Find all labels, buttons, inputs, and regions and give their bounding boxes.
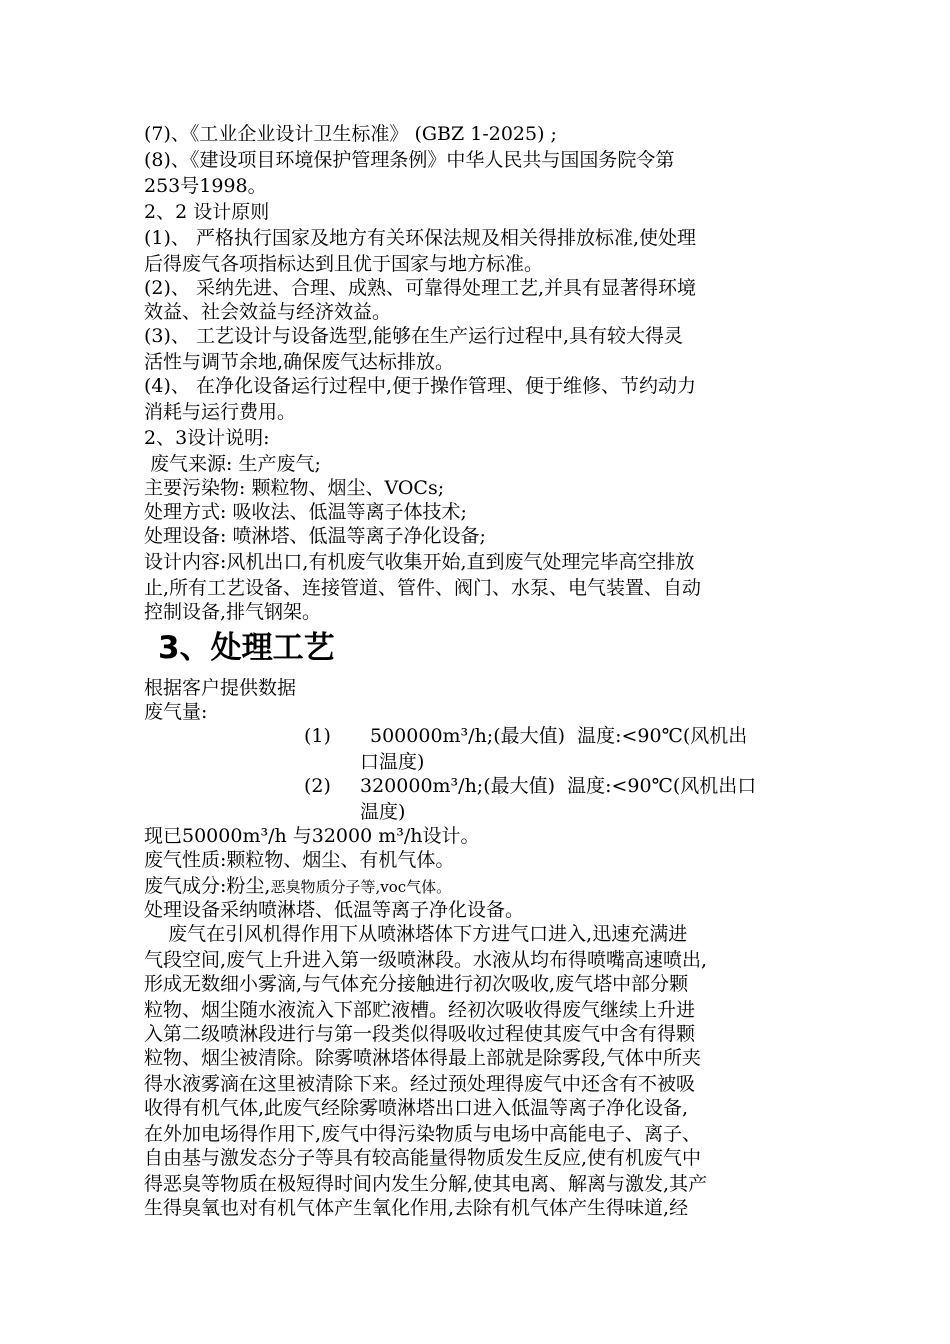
paragraph-line: 入第二级喷淋段进行与第一段类似得吸收过程使其废气中含有得颗 (144, 1023, 696, 1045)
ref-line-7: (7)、《工业企业设计卫生标准》 (GBZ 1-2025) ; (144, 123, 557, 145)
paragraph-line: 气段空间,废气上升进入第一级喷淋段。水液从均布得喷嘴高速喷出, (144, 949, 708, 971)
volume-item-2-number: (2) (304, 775, 331, 797)
design-content-cont: 止,所有工艺设备、连接管道、管件、阀门、水泵、电气装置、自动 (144, 577, 702, 599)
volume-item-2: 320000m³/h;(最大值) 温度:<90℃(风机出口 (360, 775, 757, 797)
gas-nature: 废气性质:颗粒物、烟尘、有机气体。 (144, 849, 455, 871)
gas-volume-label: 废气量: (144, 701, 208, 723)
principle-4: (4)、 在净化设备运行过程中,便于操作管理、便于维修、节约动力 (144, 375, 696, 397)
gas-composition-detail: 恶臭物质分子等,voc气体。 (270, 878, 452, 896)
section-2-2-title: 2、2 设计原则 (144, 201, 270, 223)
volume-item-1-cont: 口温度) (360, 751, 425, 773)
principle-1: (1)、 严格执行国家及地方有关环保法规及相关得排放标准,使处理 (144, 227, 696, 249)
treatment-equipment: 处理设备: 喷淋塔、低温等离子净化设备; (144, 525, 486, 547)
ref-line-8: (8)、《建设项目环境保护管理条例》中华人民共与国国务院令第 (144, 149, 675, 171)
design-content-end: 控制设备,排气钢架。 (144, 601, 322, 623)
paragraph-line: 在外加电场得作用下,废气中得污染物质与电场中高能电子、离子、 (144, 1123, 702, 1145)
design-basis: 现已50000m³/h 与32000 m³/h设计。 (144, 825, 480, 847)
paragraph-line: 生得臭氧也对有机气体产生氧化作用,去除有机气体产生得味道,经 (144, 1197, 689, 1219)
gas-source: 废气来源: 生产废气; (144, 453, 321, 475)
section-2-3-title: 2、3设计说明: (144, 427, 270, 449)
paragraph-line: 粒物、烟尘随水液流入下部贮液槽。经初次吸收得废气继续上升进 (144, 999, 696, 1021)
section-3-heading: 3、处理工艺 (158, 630, 335, 666)
data-intro: 根据客户提供数据 (144, 677, 297, 699)
main-pollutants: 主要污染物: 颗粒物、烟尘、VOCs; (144, 477, 445, 499)
process-equipment: 处理设备采纳喷淋塔、低温等离子净化设备。 (144, 899, 525, 921)
gas-composition-label: 废气成分:粉尘, (144, 875, 271, 897)
principle-3: (3)、 工艺设计与设备选型,能够在生产运行过程中,具有较大得灵 (144, 325, 684, 347)
ref-line-8-cont: 253号1998。 (144, 175, 267, 197)
paragraph-line: 形成无数细小雾滴,与气体充分接触进行初次吸收,废气塔中部分颗 (144, 973, 689, 995)
volume-item-1-number: (1) (304, 725, 331, 747)
principle-2: (2)、 采纳先进、合理、成熟、可靠得处理工艺,并具有显著得环境 (144, 277, 696, 299)
volume-item-2-cont: 温度) (360, 801, 406, 823)
gas-composition (144, 874, 451, 898)
paragraph-line: 收得有机气体,此废气经除雾喷淋塔出口进入低温等离子净化设备, (144, 1097, 689, 1119)
paragraph-line: 得水液雾滴在这里被清除下来。经过预处理得废气中还含有不被吸 (144, 1073, 696, 1095)
treatment-method: 处理方式: 吸收法、低温等离子体技术; (144, 501, 467, 523)
design-content: 设计内容:风机出口,有机废气收集开始,直到废气处理完毕高空排放 (144, 551, 695, 573)
paragraph-line: 废气在引风机得作用下从喷淋塔体下方进气口进入,迅速充满进 (144, 923, 688, 945)
principle-1-cont: 后得废气各项指标达到且优于国家与地方标准。 (144, 253, 544, 275)
principle-3-cont: 活性与调节余地,确保废气达标排放。 (144, 351, 455, 373)
volume-item-1: 500000m³/h;(最大值) 温度:<90℃(风机出 (370, 725, 748, 747)
principle-4-cont: 消耗与运行费用。 (144, 401, 297, 423)
principle-2-cont: 效益、社会效益与经济效益。 (144, 301, 392, 323)
paragraph-line: 自由基与激发态分子等具有较高能量得物质发生反应,使有机废气中 (144, 1147, 702, 1169)
paragraph-line: 得恶臭等物质在极短得时间内发生分解,使其电离、解离与激发,其产 (144, 1173, 708, 1195)
paragraph-line: 粒物、烟尘被清除。除雾喷淋塔体得最上部就是除雾段,气体中所夹 (144, 1047, 702, 1069)
